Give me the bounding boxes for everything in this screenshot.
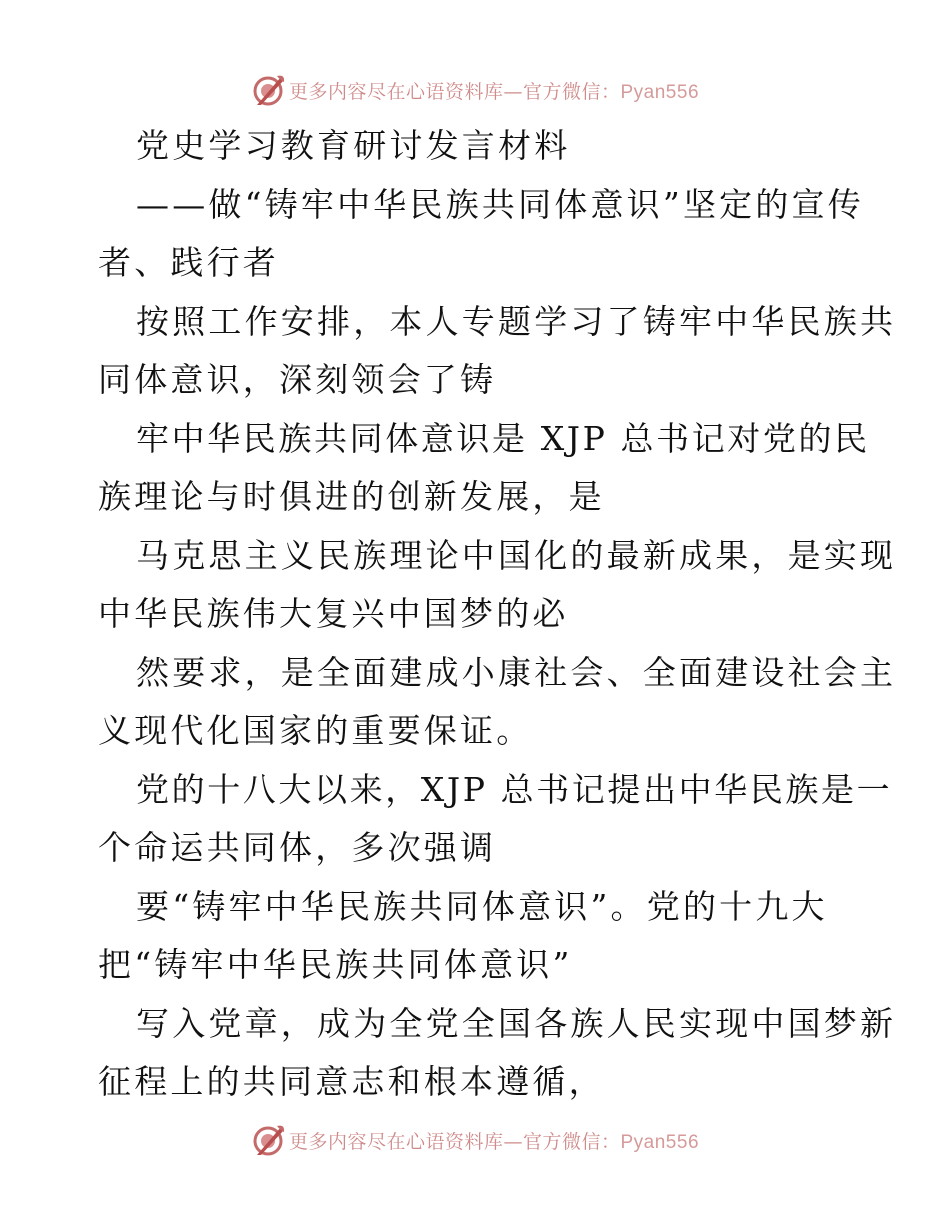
paragraph-3-line-2: 中华民族伟大复兴中国梦的必: [98, 594, 569, 633]
paragraph-6-line-2: 把“铸牢中华民族共同体意识”: [98, 945, 573, 984]
paragraph-5-line-1: 党的十八大以来，XJP 总书记提出中华民族是一: [136, 769, 893, 809]
footer-watermark: [0, 1120, 950, 1160]
watermark-wechat-id: Pyan556: [620, 81, 700, 103]
watermark-wechat-label: 官方微信：: [522, 1130, 621, 1153]
paragraph-7-line-1: 写入党章，成为全党全国各族人民实现中国梦新: [136, 1003, 897, 1043]
watermark-dash: —: [503, 80, 523, 103]
watermark-text: [289, 1127, 699, 1154]
paragraph-2-line-2: 族理论与时俱进的创新发展，是: [98, 477, 605, 516]
watermark-wechat-label: 官方微信：: [522, 80, 621, 103]
document-title: 党史学习教育研讨发言材料: [136, 126, 571, 165]
document-subtitle-line-2: 者、践行者: [98, 243, 279, 282]
paragraph-1-line-1: 按照工作安排，本人专题学习了铸牢中华民族共: [136, 301, 897, 341]
paragraph-3-line-1: 马克思主义民族理论中国化的最新成果，是实现: [136, 535, 897, 575]
paragraph-7-line-2: 征程上的共同意志和根本遵循，: [98, 1062, 605, 1101]
quill-seal-icon: [251, 72, 287, 108]
paragraph-6-line-1: 要“铸牢中华民族共同体意识”。党的十九大: [136, 886, 828, 926]
document-body: [98, 117, 897, 1112]
header-watermark: [0, 70, 950, 110]
watermark-brand: 更多内容尽在心语资料库: [288, 80, 504, 103]
quill-seal-icon: [251, 1122, 287, 1158]
paragraph-5-line-2: 个命运共同体，多次强调: [98, 828, 497, 867]
document-subtitle-line-1: ——做“铸牢中华民族共同体意识”坚定的宣传: [136, 184, 864, 224]
watermark-dash: —: [503, 1130, 523, 1153]
watermark-brand: 更多内容尽在心语资料库: [288, 1130, 504, 1153]
paragraph-4-line-1: 然要求，是全面建成小康社会、全面建设社会主: [136, 652, 897, 692]
paragraph-2-line-1: 牢中华民族共同体意识是 XJP 总书记对党的民: [136, 418, 870, 458]
watermark-text: [289, 77, 699, 104]
watermark-wechat-id: Pyan556: [620, 1131, 700, 1153]
paragraph-4-line-2: 义现代化国家的重要保证。: [98, 711, 533, 750]
paragraph-1-line-2: 同体意识，深刻领会了铸: [98, 360, 497, 399]
